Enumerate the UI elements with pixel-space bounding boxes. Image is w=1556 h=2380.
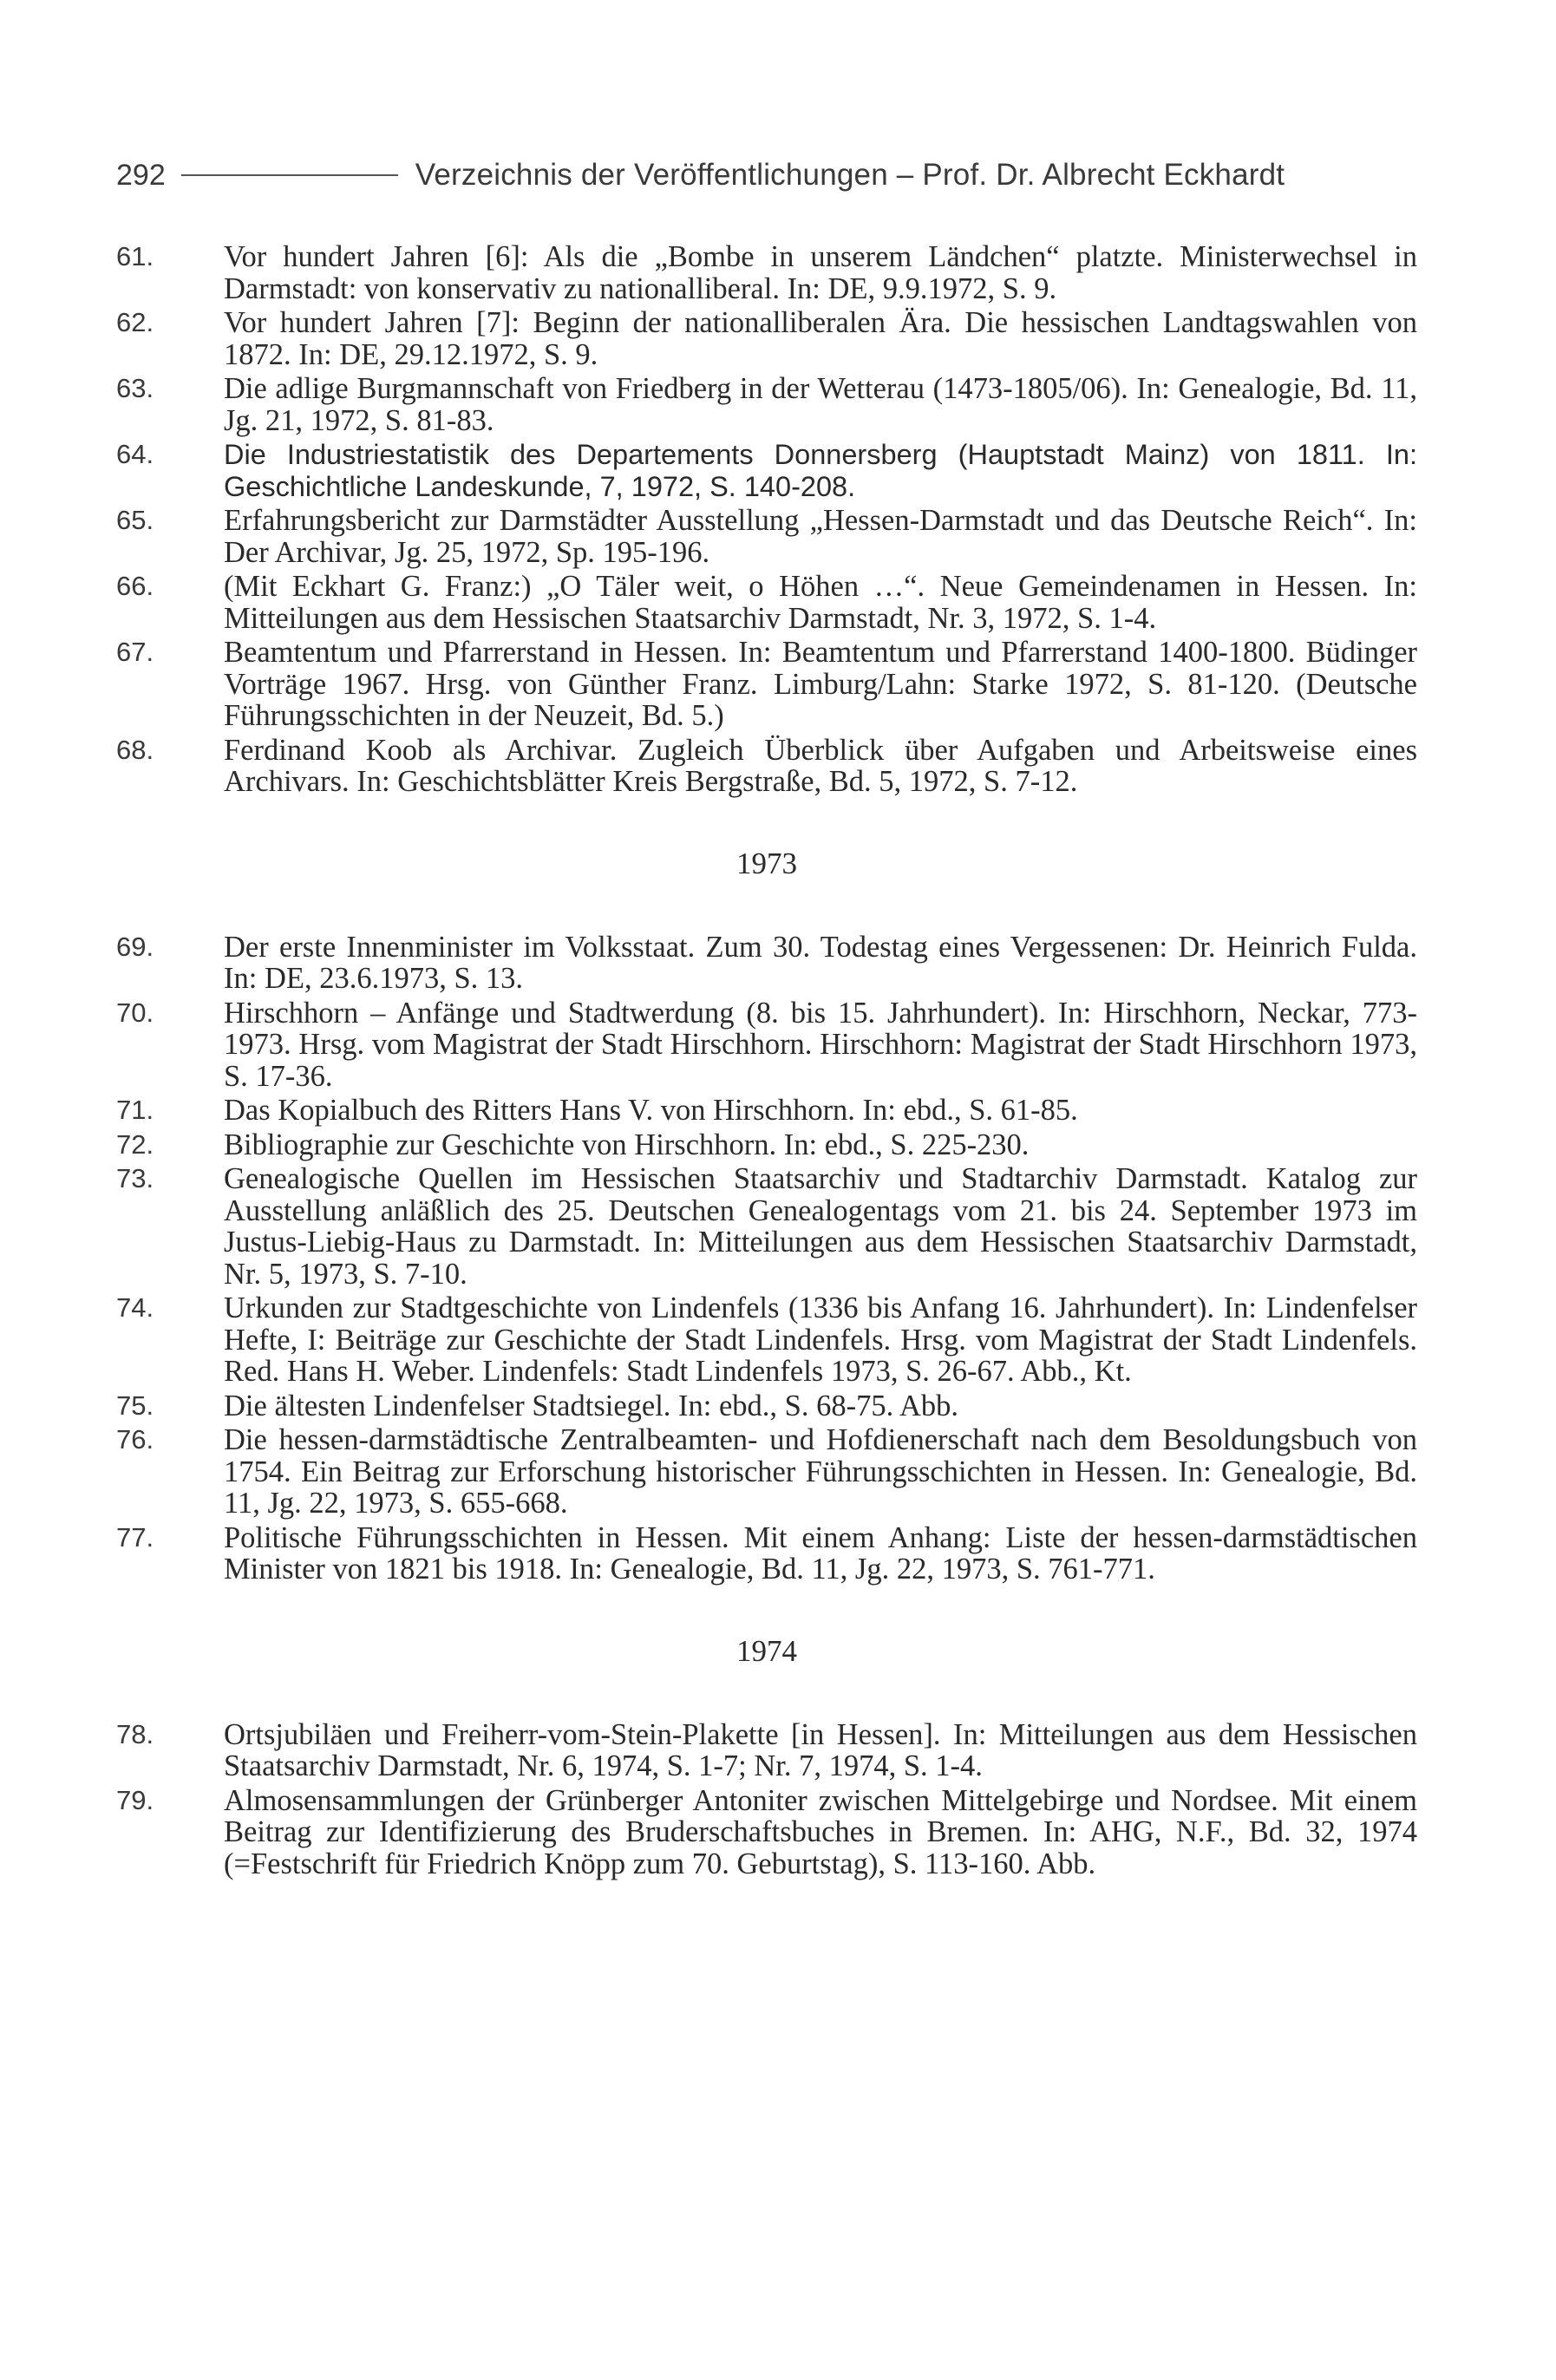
bibliography-entry xyxy=(116,1719,1417,1782)
bibliography-entry xyxy=(116,1390,1417,1422)
entry-number: 64. xyxy=(116,439,154,469)
entry-text: Erfahrungsbericht zur Darmstädter Ausstellung „Hessen-Darmstadt und das Deutsche Reich“. In: Der Archivar, Jg. 25, 1972, Sp. 195-196. xyxy=(224,504,1417,569)
entry-number: 61. xyxy=(116,241,154,271)
entry-number: 71. xyxy=(116,1095,154,1125)
year-heading-1974: 1974 xyxy=(736,1633,797,1668)
header-rule xyxy=(181,174,398,176)
entry-text: Die hessen-darmstädtische Zentralbeamten- und Hofdienerschaft nach dem Besoldungsbuch von 1754. Ein Beitrag zur Erforschung historischer Führungsschichten in Hessen. In: Genealogie, Bd. 11, Jg. 22, 1973, S. 655-668. xyxy=(224,1423,1417,1520)
bibliography-entry xyxy=(116,1163,1417,1290)
running-title: Verzeichnis der Veröffentlichungen – Prof. Dr. Albrecht Eckhardt xyxy=(415,158,1285,192)
bibliography-entry xyxy=(116,307,1417,370)
bibliography-entry xyxy=(116,1292,1417,1388)
entry-text: Das Kopialbuch des Ritters Hans V. von Hirschhorn. In: ebd., S. 61-85. xyxy=(224,1094,1078,1127)
entry-text: Genealogische Quellen im Hessischen Staatsarchiv und Stadtarchiv Darmstadt. Katalog zur Ausstellung anläßlich des 25. Deutschen Genealogentags vom 21. bis 24. September 1973 im Justus-Liebig-Haus zu Darmstadt. In: Mitteilungen aus dem Hessischen Staatsarchiv Darmstadt, Nr. 5, 1973, S. 7-10. xyxy=(224,1162,1417,1291)
entry-text: Beamtentum und Pfarrerstand in Hessen. In: Beamtentum und Pfarrerstand 1400-1800. Büdinger Vorträge 1967. Hrsg. von Günther Franz. Limburg/Lahn: Starke 1972, S. 81-120. (Deutsche Führungsschichten in der Neuzeit, Bd. 5.) xyxy=(224,636,1417,732)
entry-text: (Mit Eckhart G. Franz:) „O Täler weit, o Höhen …“. Neue Gemeindenamen in Hessen. In: Mitteilungen aus dem Hessischen Staatsarchiv Darmstadt, Nr. 3, 1972, S. 1-4. xyxy=(224,570,1417,635)
entry-number: 73. xyxy=(116,1163,154,1193)
entry-number: 77. xyxy=(116,1521,154,1553)
entry-number: 76. xyxy=(116,1424,154,1455)
bibliography-entry xyxy=(116,373,1417,436)
entry-text: Urkunden zur Stadtgeschichte von Lindenfels (1336 bis Anfang 16. Jahrhundert). In: Lindenfelser Hefte, I: Beiträge zur Geschichte der Stadt Lindenfels. Hrsg. vom Magistrat der Stadt Lindenfels. Red. Hans H. Weber. Lindenfels: Stadt Lindenfels 1973, S. 26-67. Abb., Kt. xyxy=(224,1291,1417,1388)
entry-text: Die ältesten Lindenfelser Stadtsiegel. In: ebd., S. 68-75. Abb. xyxy=(224,1389,958,1422)
entry-text: Vor hundert Jahren [6]: Als die „Bombe in unserem Ländchen“ platzte. Ministerwechsel in Darmstadt: von konservativ zu nationalliberal. In: DE, 9.9.1972, S. 9. xyxy=(224,240,1417,305)
entry-text: Bibliographie zur Geschichte von Hirschhorn. In: ebd., S. 225-230. xyxy=(224,1128,1030,1161)
entry-number: 72. xyxy=(116,1128,154,1160)
bibliography-entry xyxy=(116,1522,1417,1586)
year-heading-1973: 1973 xyxy=(736,846,797,880)
entry-number: 67. xyxy=(116,637,154,667)
bibliography-list xyxy=(116,241,1417,1882)
bibliography-entry xyxy=(116,735,1417,798)
entry-number: 65. xyxy=(116,505,154,535)
entry-number: 63. xyxy=(116,373,154,403)
entry-text: Die adlige Burgmannschaft von Friedberg in der Wetterau (1473-1805/06). In: Genealogie, Bd. 11, Jg. 21, 1972, S. 81-83. xyxy=(224,372,1417,437)
entry-number: 69. xyxy=(116,931,154,962)
entry-number: 75. xyxy=(116,1389,154,1421)
page-header xyxy=(116,149,1417,201)
entry-number: 79. xyxy=(116,1784,154,1815)
bibliography-entry xyxy=(116,505,1417,568)
bibliography-entry xyxy=(116,637,1417,732)
entry-number: 78. xyxy=(116,1718,154,1749)
bibliography-entry xyxy=(116,241,1417,304)
entry-text: Ortsjubiläen und Freiherr-vom-Stein-Plakette [in Hessen]. In: Mitteilungen aus dem Hessischen Staatsarchiv Darmstadt, Nr. 6, 1974, S. 1-7; Nr. 7, 1974, S. 1-4. xyxy=(224,1717,1417,1782)
entry-number: 74. xyxy=(116,1292,154,1323)
bibliography-entry xyxy=(116,571,1417,634)
entry-text: Hirschhorn – Anfänge und Stadtwerdung (8. bis 15. Jahrhundert). In: Hirschhorn, Neckar, 773-1973. Hrsg. vom Magistrat der Stadt Hirschhorn. Hirschhorn: Magistrat der Stadt Hirschhorn 1973, S. 17-36. xyxy=(224,996,1417,1093)
bibliography-entry xyxy=(116,439,1417,502)
entry-text: Der erste Innenminister im Volksstaat. Zum 30. Todestag eines Vergessenen: Dr. Heinrich Fulda. In: DE, 23.6.1973, S. 13. xyxy=(224,930,1417,995)
entry-text: Politische Führungsschichten in Hessen. Mit einem Anhang: Liste der hessen-darmstädtischen Minister von 1821 bis 1918. In: Genealogie, Bd. 11, Jg. 22, 1973, S. 761-771. xyxy=(224,1520,1417,1586)
entry-text: Ferdinand Koob als Archivar. Zugleich Überblick über Aufgaben und Arbeitsweise eines Archivars. In: Geschichtsblätter Kreis Bergstraße, Bd. 5, 1972, S. 7-12. xyxy=(224,733,1417,798)
bibliography-entry xyxy=(116,1095,1417,1127)
entry-number: 68. xyxy=(116,734,154,765)
entry-number: 70. xyxy=(116,997,154,1028)
entry-text: Almosensammlungen der Grünberger Antoniter zwischen Mittelgebirge und Nordsee. Mit einem Beitrag zur Identifizierung des Bruderschaftsbuches in Bremen. In: AHG, N.F., Bd. 32, 1974 (=Festschrift für Friedrich Knöpp zum 70. Geburtstag), S. 113-160. Abb. xyxy=(224,1783,1417,1880)
page-number: 292 xyxy=(116,158,166,192)
bibliography-entry xyxy=(116,997,1417,1093)
bibliography-entry xyxy=(116,1785,1417,1880)
entry-number: 62. xyxy=(116,307,154,337)
entry-text: Vor hundert Jahren [7]: Beginn der nationalliberalen Ära. Die hessischen Landtagswahlen von 1872. In: DE, 29.12.1972, S. 9. xyxy=(224,306,1417,371)
entry-text: Die Industriestatistik des Departements Donnersberg (Hauptstadt Mainz) von 1811. In: Geschichtliche Landeskunde, 7, 1972, S. 140-208. xyxy=(224,439,1417,502)
bibliography-entry xyxy=(116,1424,1417,1520)
entry-number: 66. xyxy=(116,571,154,601)
bibliography-entry xyxy=(116,932,1417,995)
bibliography-entry xyxy=(116,1129,1417,1161)
